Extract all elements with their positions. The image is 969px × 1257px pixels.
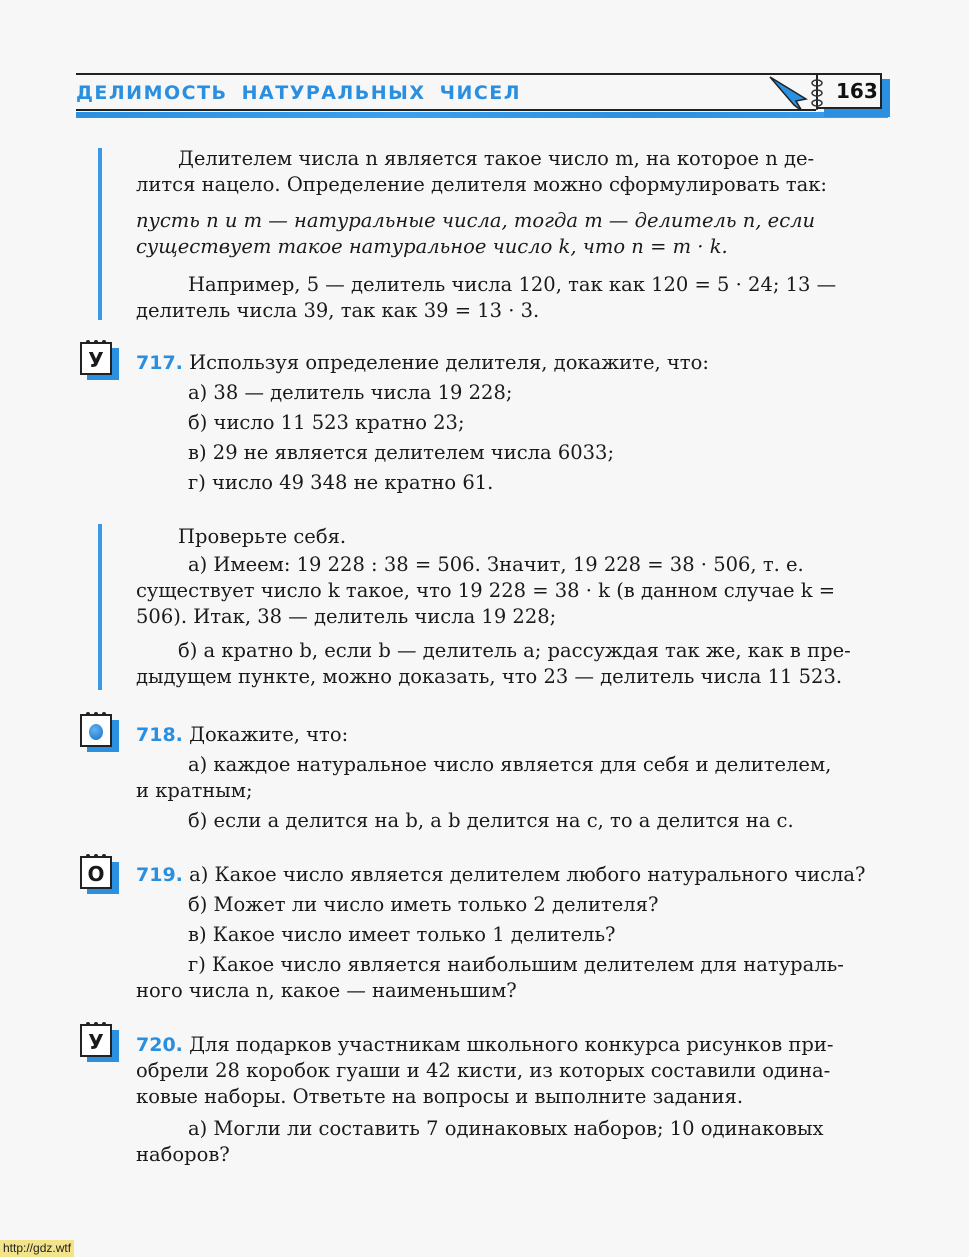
definition-italic-line: пусть n и m — натуральные числа, тогда m — делитель n, если <box>136 209 816 232</box>
check-line: а) Имеем: 19 228 : 38 = 506. Значит, 19 228 = 38 · 506, т. е. <box>188 553 804 576</box>
task-item: ковые наборы. Ответьте на вопросы и выполните задания. <box>136 1085 744 1108</box>
check-side-bar <box>98 524 102 690</box>
check-line: дыдущем пункте, можно доказать, что 23 — делитель числа 11 523. <box>136 665 843 688</box>
task-item: в) 29 не является делителем числа 6033; <box>188 441 615 464</box>
page-number: 163 <box>836 79 878 103</box>
task-number: 719. <box>136 864 183 886</box>
example-line: делитель числа 39, так как 39 = 13 · 3. <box>136 299 540 322</box>
level-dot <box>89 724 103 740</box>
notepad-spiral-icon <box>85 850 107 860</box>
task-item: б) число 11 523 кратно 23; <box>188 411 465 434</box>
level-o-icon <box>80 850 120 894</box>
task-item: а) каждое натуральное число является для себя и делителем, <box>188 753 832 776</box>
example-line: Например, 5 — делитель числа 120, так как 120 = 5 · 24; 13 — <box>188 273 837 296</box>
level-letter: У <box>88 348 104 372</box>
task-text: Используя определение делителя, докажите, что: <box>189 351 709 374</box>
check-title: Проверьте себя. <box>178 525 347 548</box>
task-heading <box>136 1032 833 1058</box>
task-number: 718. <box>136 724 183 746</box>
header-top-rule <box>76 73 816 75</box>
level-dot-icon <box>80 708 120 752</box>
level-u-icon <box>80 336 120 380</box>
task-item: б) если a делится на b, а b делится на c, то a делится на c. <box>188 809 794 832</box>
task-item: обрели 28 коробок гуаши и 42 кисти, из которых составили одина- <box>136 1059 831 1082</box>
check-line: существует число k такое, что 19 228 = 38 · k (в данном случае k = <box>136 579 836 602</box>
task-text: а) Какое число является делителем любого натурального числа? <box>189 863 866 886</box>
task-item: ного числа n, какое — наименьшим? <box>136 979 517 1002</box>
task-item: б) Может ли число иметь только 2 делителя? <box>188 893 659 916</box>
chapter-header <box>76 73 888 117</box>
bookmark-arrow-icon <box>766 75 812 111</box>
task-item: а) Могли ли составить 7 одинаковых наборов; 10 одинаковых <box>188 1117 824 1140</box>
definition-line: лится нацело. Определение делителя можно сформулировать так: <box>136 173 827 196</box>
chapter-title: ДЕЛИМОСТЬ НАТУРАЛЬНЫХ ЧИСЕЛ <box>76 82 522 104</box>
task-item: а) 38 — делитель числа 19 228; <box>188 381 513 404</box>
task-text: Докажите, что: <box>189 723 349 746</box>
definition-italic-line: существует такое натуральное число k, что n = m · k. <box>136 235 728 258</box>
task-number: 717. <box>136 352 183 374</box>
watermark-link[interactable]: http://gdz.wtf <box>0 1240 74 1257</box>
task-heading <box>136 862 865 888</box>
check-line: б) a кратно b, если b — делитель a; рассуждая так же, как в пре- <box>178 639 851 662</box>
definition-side-bar <box>98 148 102 320</box>
level-u-icon <box>80 1018 120 1062</box>
notepad-spiral-icon <box>85 336 107 346</box>
task-heading <box>136 350 709 376</box>
check-line: 506). Итак, 38 — делитель числа 19 228; <box>136 605 557 628</box>
notepad-spiral-icon <box>85 1018 107 1028</box>
spiral-rings-icon <box>810 76 824 110</box>
task-item: и кратным; <box>136 779 253 802</box>
definition-line: Делителем числа n является такое число m, на которое n де- <box>178 147 815 170</box>
level-letter: У <box>88 1030 104 1054</box>
notepad-spiral-icon <box>85 708 107 718</box>
task-item: г) Какое число является наибольшим делителем для натураль- <box>188 953 844 976</box>
page-number-box <box>816 73 882 109</box>
task-item: наборов? <box>136 1143 230 1166</box>
task-heading <box>136 722 348 748</box>
header-bottom-rule <box>76 109 816 111</box>
task-number: 720. <box>136 1034 183 1056</box>
task-item: в) Какое число имеет только 1 делитель? <box>188 923 616 946</box>
task-text: Для подарков участникам школьного конкурса рисунков при- <box>189 1033 834 1056</box>
task-item: г) число 49 348 не кратно 61. <box>188 471 494 494</box>
header-blue-band <box>76 112 888 118</box>
level-letter: О <box>87 862 105 886</box>
